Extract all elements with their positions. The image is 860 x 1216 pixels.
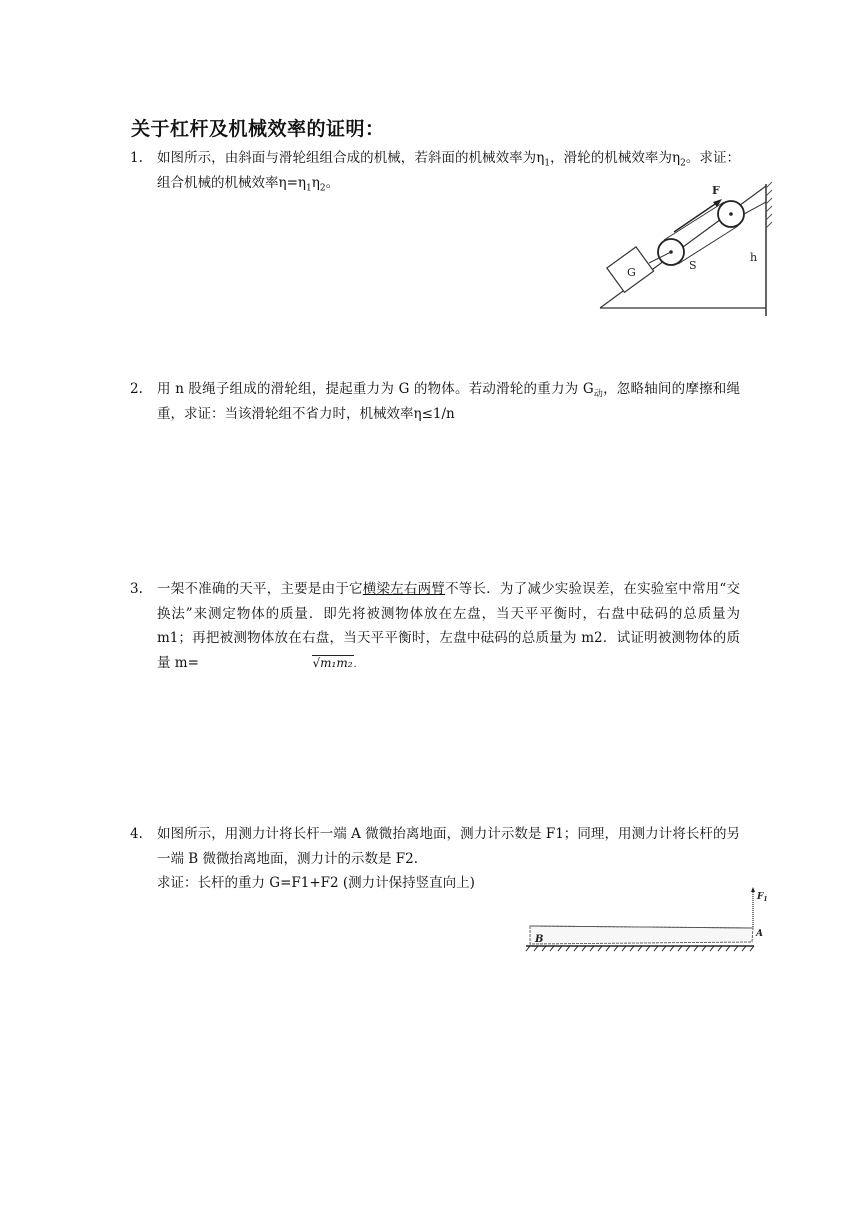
- lever-rod-diagram: [522, 884, 770, 954]
- question-text: 如图所示，用测力计将长杆一端 A 微微抬离地面，测力计示数是 F1；同理，用测力计将长杆的另一端 B 微微抬离地面，测力计的示数是 F2. 求证：长杆的重力 G=F1+F2 (测力计保持竖直向上): [157, 826, 740, 891]
- label-F: F: [712, 184, 720, 197]
- question-2: [130, 377, 740, 426]
- page-title: 关于杠杆及机械效率的证明：: [131, 118, 385, 140]
- question-number: 3.: [130, 581, 143, 597]
- sqrt-formula: √m₁m₂: [312, 655, 353, 670]
- question-text: 一架不准确的天平，主要是由于它横梁左右两臂不等长．为了减少实验误差，在实验室中常用“交换法”来测定物体的质量．即先将被测物体放在左盘，当天平平衡时，右盘中砝码的总质量为 m1；再把被测物体放在右盘，当天平平衡时，左盘中砝码的总质量为 m2．试证明被测物体的质量 m= √m₁m₂.: [157, 581, 741, 671]
- question-number: 2.: [130, 381, 143, 397]
- question-text: 如图所示，由斜面与滑轮组组合成的机械，若斜面的机械效率为$\eta_1$，滑轮的机械效率为$\eta_2$。求证：组合机械的机械效率$\eta=\eta_1\eta_2$。: [157, 150, 741, 194]
- label-A: A: [756, 929, 763, 939]
- label-h: h: [750, 251, 758, 264]
- label-B: B: [535, 934, 544, 945]
- question-number: 1.: [130, 150, 143, 166]
- label-G: G: [627, 266, 636, 279]
- incline-pulley-diagram: [596, 180, 776, 318]
- label-S: S: [689, 259, 697, 272]
- question-text: 用 n 股绳子组成的滑轮组，提起重力为 G 的物体。若动滑轮的重力为 $G_动$，忽略轴间的摩擦和绳重，求证：当该滑轮组不省力时，机械效率η≤1/n: [157, 381, 740, 422]
- question-number: 4.: [130, 826, 143, 842]
- question-3: [130, 577, 740, 677]
- label-F1: $F_1$: [757, 892, 768, 903]
